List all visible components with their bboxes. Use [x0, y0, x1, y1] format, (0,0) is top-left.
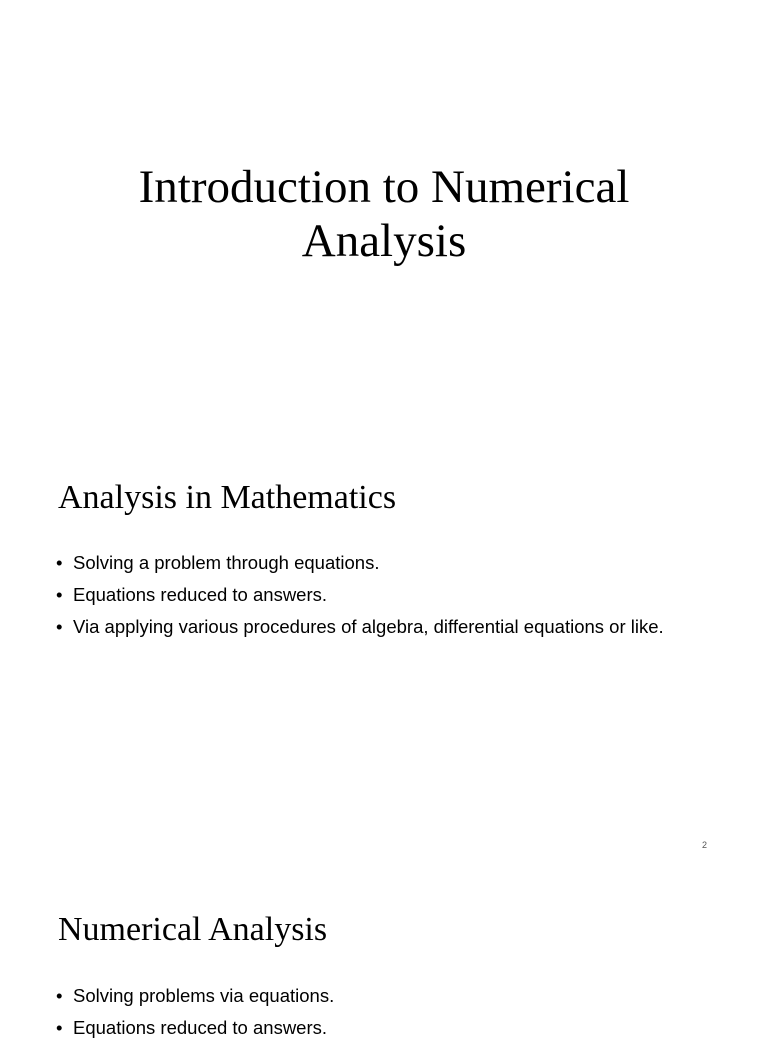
bullet-icon: • [56, 616, 63, 637]
slide-2-bullet-list [56, 551, 706, 647]
bullet-text: Via applying various procedures of algebra, differential equations or like. [73, 616, 664, 637]
slide-3-bullet-list [56, 984, 706, 1048]
bullet-item [56, 615, 706, 639]
bullet-icon: • [56, 584, 63, 605]
bullet-item [56, 551, 706, 575]
slide-1-title-line-1: Introduction to Numerical [138, 161, 630, 213]
bullet-text: Equations reduced to answers. [73, 1017, 328, 1038]
bullet-item [56, 984, 706, 1008]
slide-3-heading: Numerical Analysis [58, 911, 328, 948]
bullet-text: Solving a problem through equations. [73, 552, 380, 573]
bullet-text: Equations reduced to answers. [73, 584, 328, 605]
slide-2-heading: Analysis in Mathematics [58, 479, 397, 516]
slide-1-title-line-2: Analysis [301, 215, 467, 267]
bullet-item [56, 1016, 706, 1040]
bullet-icon: • [56, 1017, 63, 1038]
bullet-icon: • [56, 552, 63, 573]
bullet-item [56, 583, 706, 607]
page-number: 2 [702, 840, 708, 850]
bullet-icon: • [56, 985, 63, 1006]
bullet-text: Solving problems via equations. [73, 985, 335, 1006]
slide-1-title [0, 160, 768, 268]
